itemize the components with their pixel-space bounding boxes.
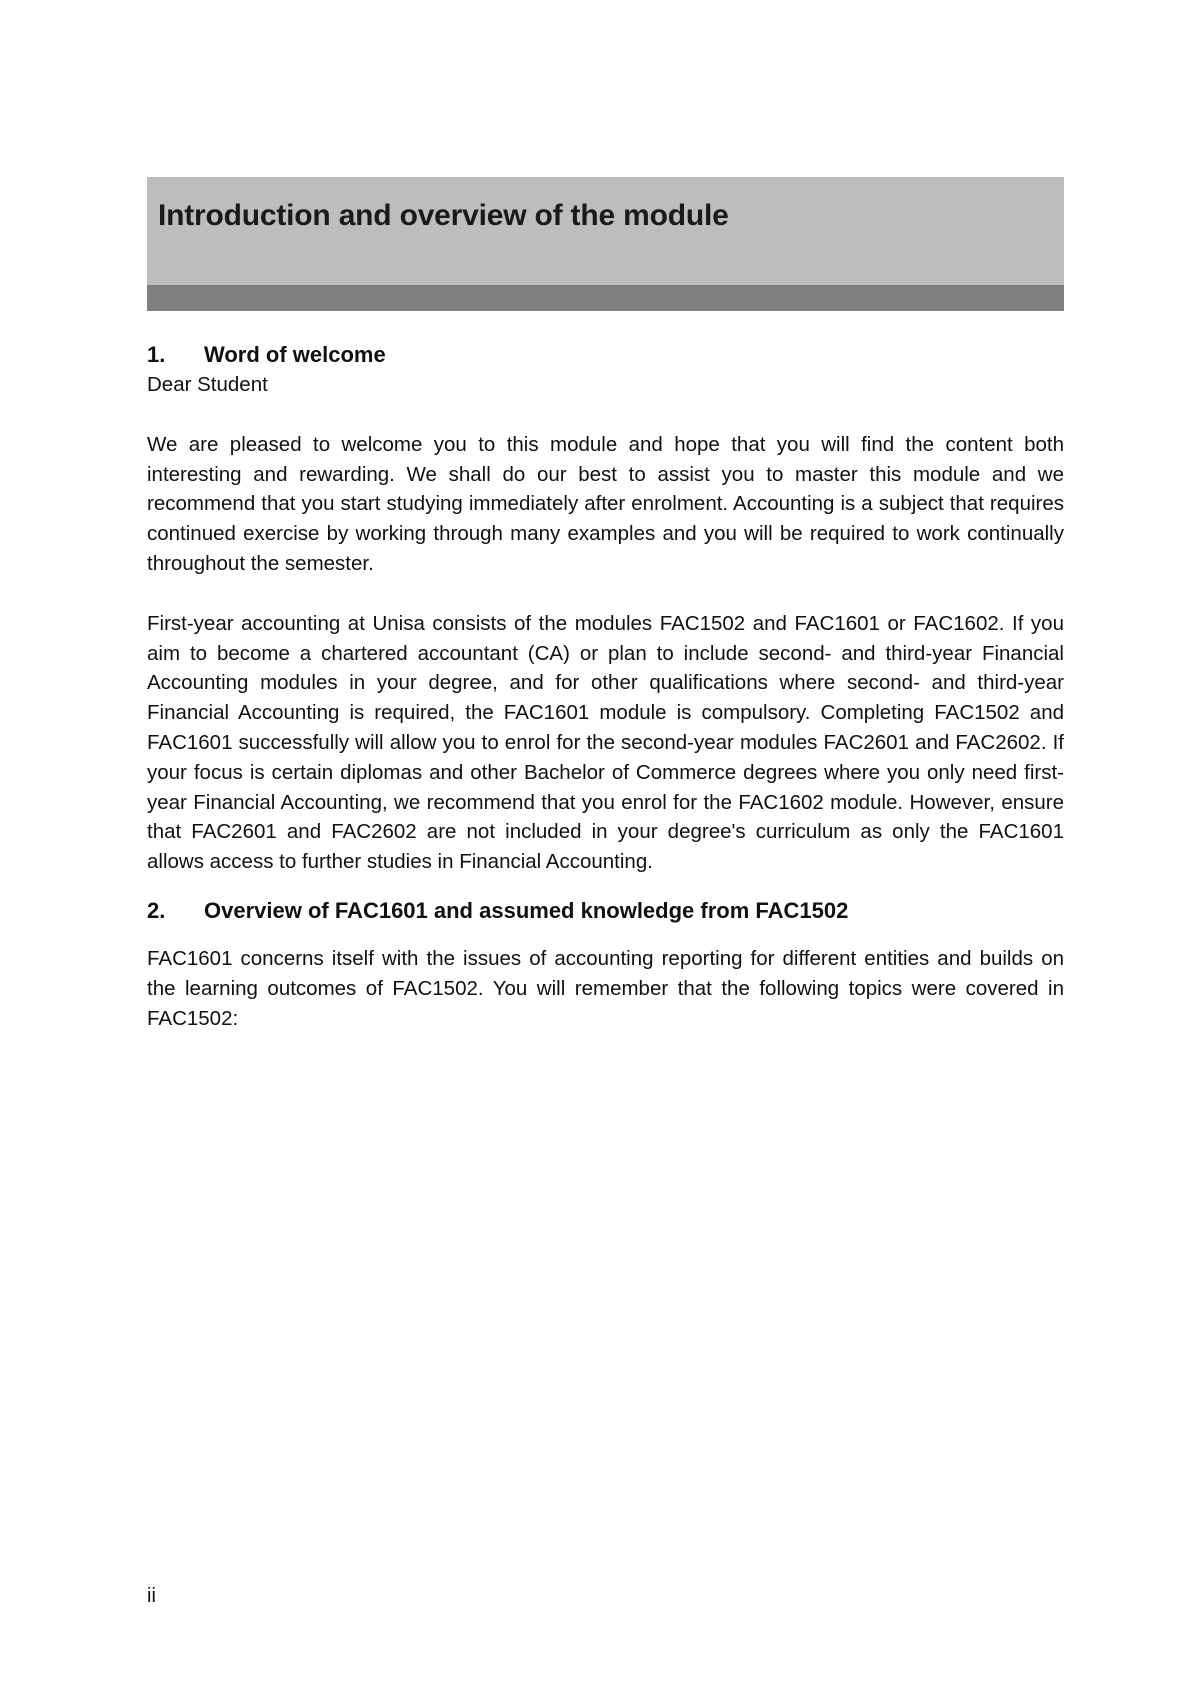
page-number: ii bbox=[147, 1585, 156, 1607]
section-title: Word of welcome bbox=[204, 342, 386, 367]
paragraph-module-structure: First-year accounting at Unisa consists of the modules FAC1502 and FAC1601 or FAC1602. If you aim to become a chartered accountant (CA) or plan to include second- and third-year Financial Accounting modules in your degree, and for other qualifications where second- and third-year Financial Accounting is required, the FAC1601 module is compulsory. Completing FAC1502 and FAC1601 successfully will allow you to enrol for the second-year modules FAC2601 and FAC2602. If your focus is certain diplomas and other Bachelor of Commerce degrees where you only need first-year Financial Accounting, we recommend that you enrol for the FAC1602 module. However, ensure that FAC2601 and FAC2602 are not included in your degree's curriculum as only the FAC1601 allows access to further studies in Financial Accounting. bbox=[147, 611, 1064, 874]
section-heading-welcome bbox=[147, 340, 1064, 370]
chapter-title: Introduction and overview of the module bbox=[158, 199, 729, 232]
paragraph-overview: FAC1601 concerns itself with the issues of accounting reporting for different entities and builds on the learning outcomes of FAC1502. You will remember that the following topics were covered in FAC1502: bbox=[147, 946, 1064, 1030]
chapter-title-banner bbox=[147, 177, 1064, 311]
document-body bbox=[147, 336, 1064, 1033]
title-divider-bar bbox=[147, 285, 1064, 311]
section-title: Overview of FAC1601 and assumed knowledge from FAC1502 bbox=[204, 897, 849, 923]
section-number: 2. bbox=[147, 897, 166, 923]
section-number: 1. bbox=[147, 342, 166, 367]
paragraph-welcome: We are pleased to welcome you to this module and hope that you will find the content both interesting and rewarding. We shall do our best to assist you to master this module and we recommend that you start studying immediately after enrolment. Accounting is a subject that requires continued exercise by working through many examples and you will be required to work continually throughout the semester. bbox=[147, 432, 1064, 575]
section-heading-overview bbox=[147, 896, 1064, 926]
salutation: Dear Student bbox=[147, 373, 268, 396]
